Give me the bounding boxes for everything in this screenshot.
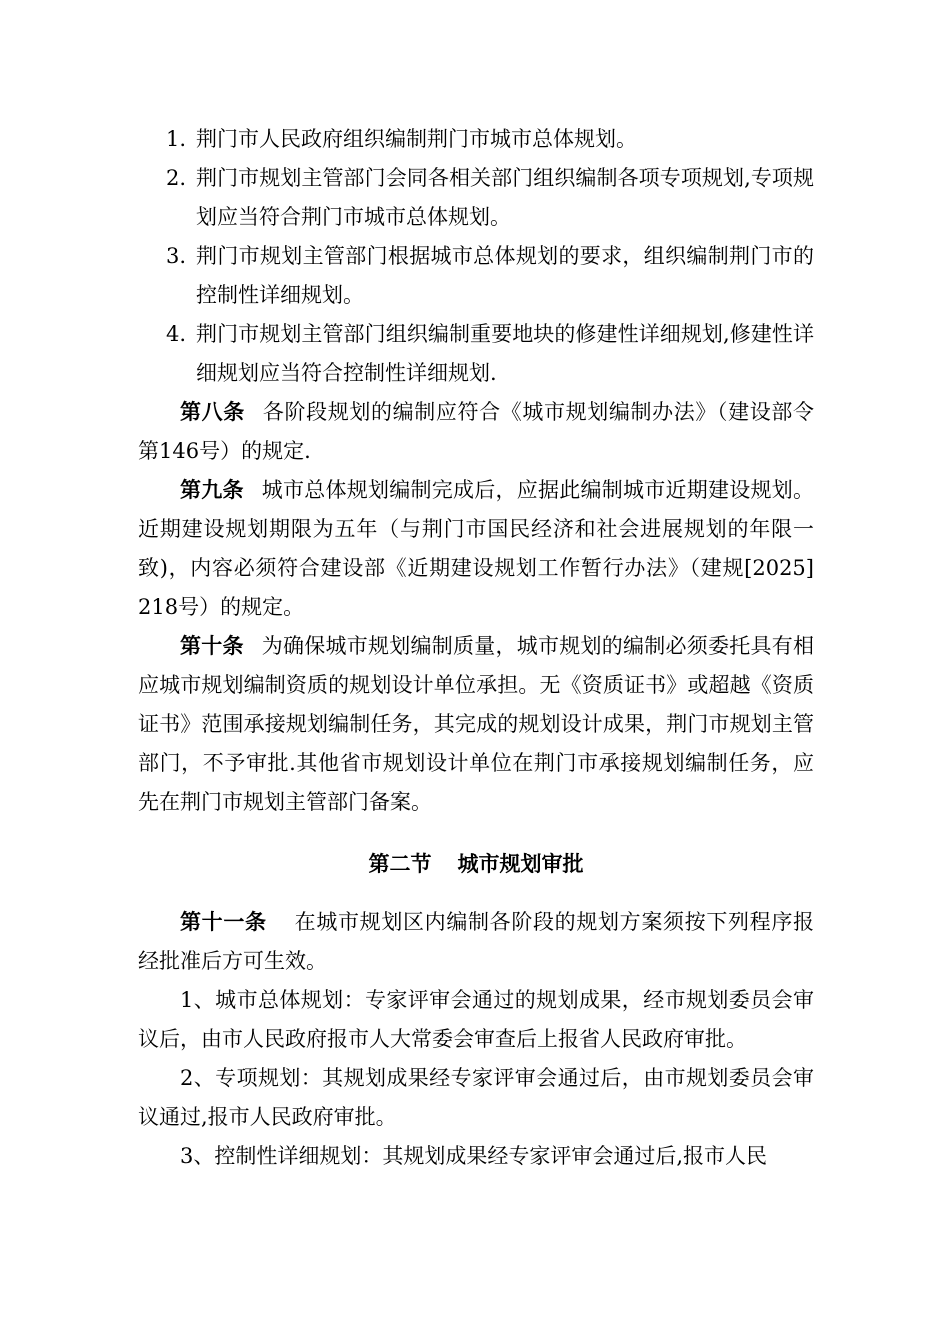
article-9 <box>138 471 814 627</box>
section-number: 第二节 <box>368 852 432 876</box>
article-8 <box>138 393 814 471</box>
list-item <box>138 315 814 393</box>
article-11 <box>138 903 814 981</box>
list-number: 3. <box>166 244 187 268</box>
article-text: 在城市规划区内编制各阶段的规划方案须按下列程序报经批准后方可生效。 <box>138 910 815 973</box>
list-item <box>138 159 814 237</box>
article-text: 城市总体规划编制完成后，应据此编制城市近期建设规划。近期建设规划期限为五年（与荆门市国民经济和社会进展规划的年限一致)，内容必须符合建设部《近期建设规划工作暂行办法》（建规[2025] 218号）的规定。 <box>138 478 814 619</box>
article-text: 各阶段规划的编制应符合《城市规划编制办法》（建设部令 第146号）的规定. <box>138 400 814 463</box>
list-number: 1. <box>166 127 187 151</box>
approval-item: 2、专项规划：其规划成果经专家评审会通过后，由市规划委员会审议通过,报市人民政府审批。 <box>138 1066 814 1129</box>
list-number: 2. <box>166 166 187 190</box>
list-text: 荆门市规划主管部门组织编制重要地块的修建性详细规划,修建性详细规划应当符合控制性详细规划. <box>196 322 814 385</box>
section-heading <box>138 845 814 884</box>
list-text: 荆门市规划主管部门根据城市总体规划的要求，组织编制荆门市的控制性详细规划。 <box>196 244 814 307</box>
article-10 <box>138 627 814 822</box>
list-text: 荆门市人民政府组织编制荆门市城市总体规划。 <box>196 127 637 151</box>
article-text: 为确保城市规划编制质量，城市规划的编制必须委托具有相应城市规划编制资质的规划设计单位承担。无《资质证书》或超越《资质证书》范围承接规划编制任务，其完成的规划设计成果，荆门市规划主管部门，不予审批.其他省市规划设计单位在荆门市承接规划编制任务，应先在荆门市规划主管部门备案。 <box>138 634 814 814</box>
article-label: 第十条 <box>180 634 244 658</box>
document-body <box>138 120 814 1176</box>
article-label: 第十一条 <box>180 910 267 934</box>
approval-item: 1、城市总体规划：专家评审会通过的规划成果，经市规划委员会审议后，由市人民政府报市人大常委会审查后上报省人民政府审批。 <box>138 988 814 1051</box>
list-item <box>138 237 814 315</box>
article-label: 第八条 <box>180 400 245 424</box>
approval-item: 3、控制性详细规划：其规划成果经专家评审会通过后,报市人民 <box>180 1144 768 1168</box>
list-item <box>138 120 814 159</box>
list-number: 4. <box>166 322 187 346</box>
section-title: 城市规划审批 <box>457 852 584 876</box>
article-label: 第九条 <box>180 478 244 502</box>
list-text: 荆门市规划主管部门会同各相关部门组织编制各项专项规划,专项规划应当符合荆门市城市总体规划。 <box>196 166 814 229</box>
